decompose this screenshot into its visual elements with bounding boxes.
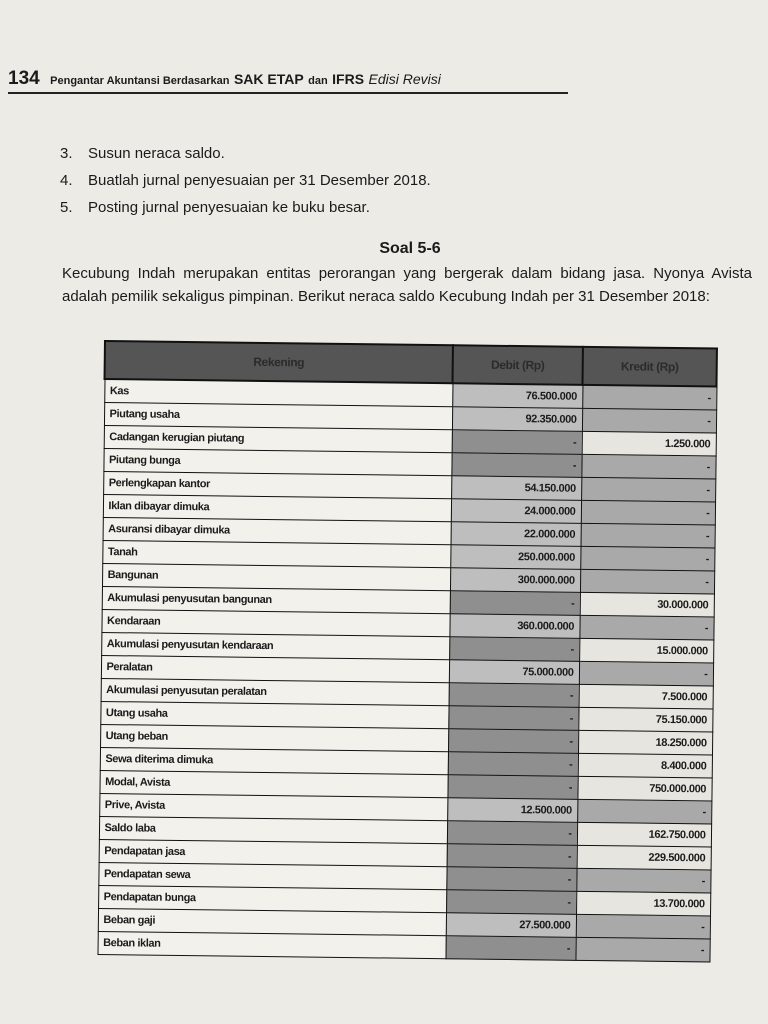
list-item-number: 4. xyxy=(60,172,73,189)
debit-cell: 27.500.000 xyxy=(446,913,576,938)
book-title-ifrs: IFRS xyxy=(332,71,365,87)
list-item-number: 3. xyxy=(60,145,73,162)
debit-cell: - xyxy=(447,844,577,869)
kredit-cell: - xyxy=(579,615,713,640)
kredit-cell: 13.700.000 xyxy=(576,891,710,916)
debit-cell: - xyxy=(445,936,575,961)
kredit-cell: - xyxy=(581,454,715,479)
debit-cell: - xyxy=(448,752,578,777)
kredit-cell: - xyxy=(576,868,710,893)
account-cell: Peralatan xyxy=(101,655,449,682)
kredit-cell: 18.250.000 xyxy=(578,730,712,755)
debit-cell: - xyxy=(451,453,581,478)
kredit-cell: - xyxy=(576,914,710,939)
debit-cell: 12.500.000 xyxy=(447,798,577,823)
list-item-number: 5. xyxy=(60,199,73,216)
account-cell: Kendaraan xyxy=(101,609,449,636)
kredit-cell: - xyxy=(582,408,716,433)
book-title-part: Pengantar Akuntansi Berdasarkan xyxy=(50,75,230,87)
header-kredit: Kredit (Rp) xyxy=(582,347,716,387)
list-item-text: Buatlah jurnal penyesuaian per 31 Desember 2018. xyxy=(88,172,431,189)
kredit-cell: - xyxy=(582,385,716,410)
account-cell: Piutang usaha xyxy=(104,403,452,430)
debit-cell: 22.000.000 xyxy=(451,522,581,547)
account-cell: Piutang bunga xyxy=(103,449,451,476)
debit-cell: 54.150.000 xyxy=(451,476,581,501)
debit-cell: - xyxy=(449,683,579,708)
account-cell: Akumulasi penyusutan peralatan xyxy=(101,678,449,705)
debit-cell: - xyxy=(450,591,580,616)
kredit-cell: 162.750.000 xyxy=(577,822,711,847)
problem-title: Soal 5-6 xyxy=(379,240,441,257)
debit-cell: 76.500.000 xyxy=(452,383,582,408)
header-debit: Debit (Rp) xyxy=(452,345,582,385)
account-cell: Kas xyxy=(104,379,452,407)
trial-balance-table xyxy=(96,340,717,962)
list-item-text: Susun neraca saldo. xyxy=(88,145,225,162)
book-title-dan: dan xyxy=(308,75,328,87)
list-item xyxy=(60,140,431,167)
debit-cell: - xyxy=(446,867,576,892)
kredit-cell: 8.400.000 xyxy=(578,753,712,778)
table-body xyxy=(97,379,716,962)
account-cell: Akumulasi penyusutan bangunan xyxy=(102,586,450,613)
problem-paragraph: Kecubung Indah merupakan entitas perorangan yang bergerak dalam bidang jasa. Nyonya Avista adalah pemilik sekaligus pimpinan. Berikut neraca saldo Kecubung Indah per 31 Desember 2018: xyxy=(62,265,752,305)
kredit-cell: - xyxy=(580,569,714,594)
account-cell: Pendapatan jasa xyxy=(99,839,447,866)
debit-cell: - xyxy=(447,821,577,846)
header-rekening: Rekening xyxy=(105,341,453,383)
list-item xyxy=(60,167,431,194)
debit-cell: 92.350.000 xyxy=(452,407,582,432)
trial-balance-table-wrapper xyxy=(96,340,717,962)
kredit-cell: 750.000.000 xyxy=(577,776,711,801)
kredit-cell: 1.250.000 xyxy=(582,431,716,456)
book-edition: Edisi Revisi xyxy=(368,71,441,87)
debit-cell: 250.000.000 xyxy=(450,545,580,570)
account-cell: Saldo laba xyxy=(99,816,447,843)
account-cell: Bangunan xyxy=(102,563,450,590)
debit-cell: - xyxy=(446,890,576,915)
account-cell: Perlengkapan kantor xyxy=(103,472,451,499)
account-cell: Akumulasi penyusutan kendaraan xyxy=(101,632,449,659)
debit-cell: - xyxy=(448,706,578,731)
account-cell: Beban gaji xyxy=(98,908,446,935)
account-cell: Sewa diterima dimuka xyxy=(100,747,448,774)
account-cell: Modal, Avista xyxy=(99,770,447,797)
kredit-cell: - xyxy=(581,500,715,525)
book-title-etap: SAK ETAP xyxy=(233,71,304,87)
account-cell: Utang beban xyxy=(100,724,448,751)
account-cell: Beban iklan xyxy=(97,931,445,958)
page-header xyxy=(8,68,568,94)
debit-cell: - xyxy=(447,775,577,800)
kredit-cell: 15.000.000 xyxy=(579,638,713,663)
debit-cell: - xyxy=(449,637,579,662)
list-item xyxy=(60,194,431,221)
debit-cell: 300.000.000 xyxy=(450,568,580,593)
kredit-cell: 30.000.000 xyxy=(580,592,714,617)
account-cell: Pendapatan bunga xyxy=(98,885,446,912)
kredit-cell: - xyxy=(577,799,711,824)
account-cell: Cadangan kerugian piutang xyxy=(104,426,452,453)
kredit-cell: 75.150.000 xyxy=(578,707,712,732)
account-cell: Prive, Avista xyxy=(99,793,447,820)
debit-cell: 360.000.000 xyxy=(449,614,579,639)
list-item-text: Posting jurnal penyesuaian ke buku besar. xyxy=(88,199,370,216)
account-cell: Iklan dibayar dimuka xyxy=(103,495,451,522)
kredit-cell: - xyxy=(579,661,713,686)
debit-cell: 75.000.000 xyxy=(449,660,579,685)
kredit-cell: 7.500.000 xyxy=(579,684,713,709)
account-cell: Pendapatan sewa xyxy=(98,862,446,889)
kredit-cell: - xyxy=(575,937,709,962)
kredit-cell: - xyxy=(581,477,715,502)
kredit-cell: 229.500.000 xyxy=(577,845,711,870)
account-cell: Tanah xyxy=(102,540,450,567)
kredit-cell: - xyxy=(581,523,715,548)
debit-cell: - xyxy=(452,430,582,455)
page-number: 134 xyxy=(8,68,40,89)
account-cell: Utang usaha xyxy=(100,701,448,728)
debit-cell: 24.000.000 xyxy=(451,499,581,524)
account-cell: Asuransi dibayar dimuka xyxy=(103,517,451,544)
instruction-list xyxy=(60,140,431,221)
debit-cell: - xyxy=(448,729,578,754)
kredit-cell: - xyxy=(580,546,714,571)
